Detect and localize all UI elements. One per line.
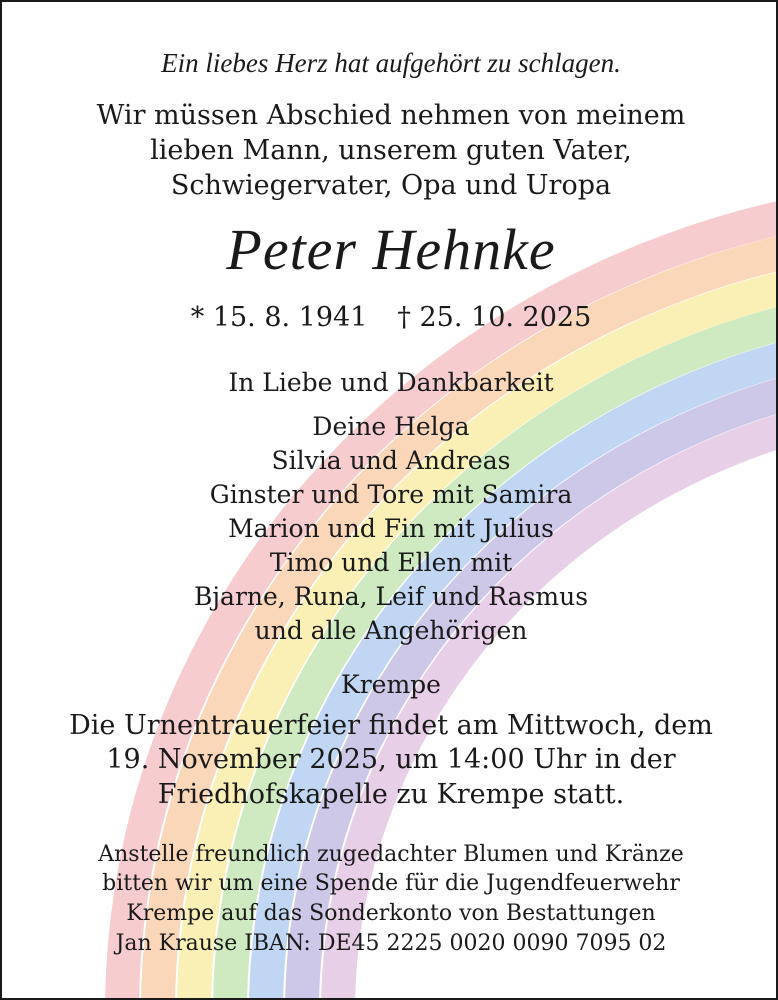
service-line-3: Friedhofskapelle zu Krempe statt. bbox=[157, 779, 625, 810]
mourner-line: Silvia und Andreas bbox=[271, 446, 511, 475]
donation-line-3: Krempe auf das Sonderkonto von Bestattungen bbox=[126, 901, 656, 926]
mourner-line: Timo und Ellen mit bbox=[269, 548, 513, 577]
donation-line-1: Anstelle freundlich zugedachter Blumen und Kränze bbox=[98, 842, 684, 867]
donation-line-4: Jan Krause IBAN: DE45 2225 0020 0090 7095 02 bbox=[115, 931, 667, 956]
motto: Ein liebes Herz hat aufgehört zu schlagen. bbox=[161, 48, 621, 78]
deceased-name: Peter Hehnke bbox=[226, 217, 556, 282]
donation-line-2: bitten wir um eine Spende für die Jugendfeuerwehr bbox=[102, 871, 680, 896]
life-dates bbox=[2, 302, 778, 333]
birth-date: * 15. 8. 1941 bbox=[190, 302, 368, 333]
service-line-1: Die Urnentrauerfeier findet am Mittwoch, dem bbox=[69, 710, 713, 741]
death-date: † 25. 10. 2025 bbox=[397, 302, 592, 333]
mourner-line: Marion und Fin mit Julius bbox=[228, 514, 554, 543]
obituary-text bbox=[2, 2, 778, 1000]
mourner-line: und alle Angehörigen bbox=[254, 616, 528, 645]
intro-line-1: Wir müssen Abschied nehmen von meinem bbox=[96, 100, 686, 131]
mourner-line: Deine Helga bbox=[312, 412, 470, 441]
place: Krempe bbox=[341, 670, 441, 699]
intro-line-3: Schwiegervater, Opa und Uropa bbox=[170, 170, 612, 201]
mourner-line: Ginster und Tore mit Samira bbox=[209, 480, 573, 509]
dedication: In Liebe und Dankbarkeit bbox=[228, 368, 554, 397]
mourner-line: Bjarne, Runa, Leif und Rasmus bbox=[193, 582, 589, 611]
intro-line-2: lieben Mann, unserem guten Vater, bbox=[150, 135, 632, 166]
service-line-2: 19. November 2025, um 14:00 Uhr in der bbox=[106, 744, 676, 775]
